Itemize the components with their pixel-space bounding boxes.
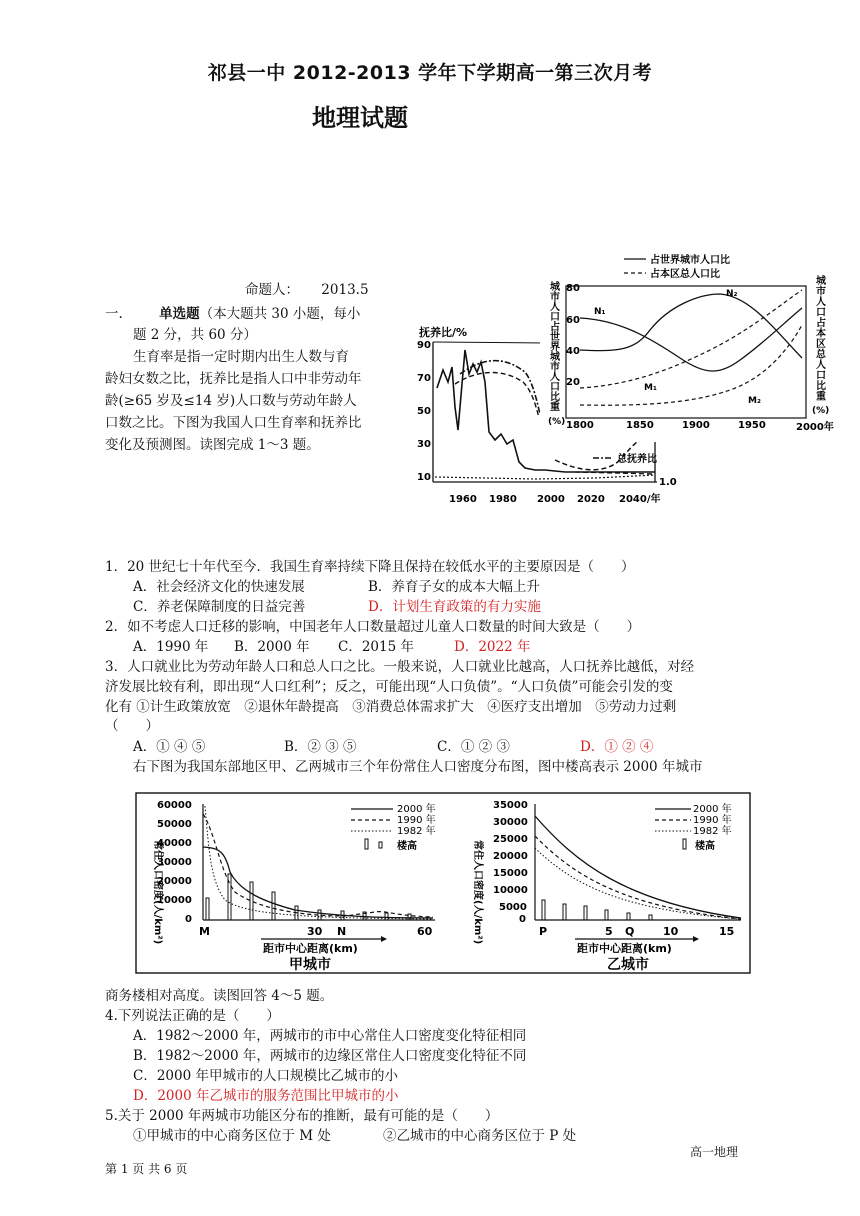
axis-label-char: 口 [550,312,560,323]
m2-label: M₂ [748,396,761,406]
yi-ytick: 25000 [493,834,528,845]
axis-label-char: 市 [816,286,826,298]
axis-label-char: 人 [550,302,560,313]
axis-label-char: 口 [816,307,826,319]
yi-ytick: 15000 [493,868,528,879]
jia-ytick: 10000 [157,895,192,906]
fig-right-ytick: 80 [566,283,580,294]
q5-choice-1: ①甲城市的中心商务区位于 M 处 [133,1128,331,1144]
right-axis-label [816,274,827,403]
axis-label-char: 口 [550,382,560,393]
section-number: 一. [105,306,123,322]
fig-left-xtick: 1980 [489,494,517,505]
jia-legend-1982: 1982 年 [397,826,436,837]
axis-label-char: 重 [816,391,826,403]
q3-line-1: 3．人口就业比为劳动年龄人口和总人口之比。一般来说，人口就业比越高，人口抚养比越低，对经 [105,659,695,675]
axis-label-char: 占 [550,322,560,333]
section-desc-2: 题 2 分，共 60 分） [133,327,257,343]
q1-option-d: D．计划生育政策的有力实施 [368,599,541,615]
yi-legend-1982: 1982 年 [693,826,732,837]
fig-right-xtick: 2000年 [796,422,834,433]
section-header [105,302,360,322]
axis-label-char: 人 [550,372,560,383]
yi-ytick: 5000 [499,902,527,913]
fig-right-legend1: 占世界城市人口比 [650,255,730,266]
axis-label-char: 区 [816,339,826,350]
intro-line-1: 生育率是指一定时期内出生人数与育 [133,349,349,365]
axis-label-char: 人 [816,297,826,308]
axis-label-char: 市 [550,362,560,373]
fig-left-xtick: 2020 [577,494,605,505]
axis-label-char: 城 [550,282,560,293]
axis-label-char: 重 [550,402,560,413]
q1-option-a: A．社会经济文化的快速发展 [133,579,305,595]
fig-right-ytick: 20 [566,377,580,388]
fig-right-legend2: 占本区总人口比 [650,269,720,280]
fig-left-ytick: 50 [417,406,431,417]
q5-stem: 5.关于 2000 年两城市功能区分布的推断，最有可能的是（ ） [105,1108,499,1124]
fig-right-ytick: 60 [566,315,580,326]
jia-legend-1990: 1990 年 [397,815,436,826]
fig-left-ytick: 10 [417,472,431,483]
left-axis-unit: (%) [548,417,566,427]
jia-ylabel: 常住人口密度(人/km²) [152,840,163,945]
fig-right-xtick: 1900 [682,420,710,431]
fig-right-xtick: 1850 [626,420,654,431]
q3-option-a: A．① ④ ⑤ [133,739,206,755]
yi-xtick-p: P [539,925,548,938]
jia-legend-building: 楼高 [397,841,417,852]
q1-option-b: B．养育子女的成本大幅上升 [368,579,540,595]
yi-xtick-q: Q [625,925,635,938]
axis-label-char: 占 [816,318,826,329]
axis-label-char: 本 [816,328,826,340]
jia-legend-2000: 2000 年 [397,804,436,815]
author-date: 2013.5 [321,282,369,298]
author-label: 命题人： [245,282,299,298]
q3-option-d: D．① ② ④ [580,739,654,755]
jia-ytick: 30000 [157,857,192,868]
intro2-line-1: 右下图为我国东部地区甲、乙两城市三个年份常住人口密度分布图，图中楼高表示 2000 年城市 [133,759,703,775]
yi-xlabel: 距市中心距离(km) [577,942,672,955]
intro-line-5: 变化及预测图。读图完成 1～3 题。 [105,437,320,453]
fig-left-ytick: 30 [417,439,431,450]
fig-right-frame [566,286,806,418]
yi-ylabel: 常住人口密度(人/km²) [472,840,483,945]
jia-xtick: 60 [417,925,433,938]
footer-page: 第 1 页 共 6 页 [105,1162,188,1176]
intro-line-2: 龄妇女数之比，抚养比是指人口中非劳动年 [105,371,362,387]
yi-legend-building: 楼高 [695,841,715,852]
q4-option-b: B．1982～2000 年，两城市的边缘区常住人口密度变化特征不同 [133,1048,527,1064]
axis-label-char: 比 [550,392,560,403]
fig-right-xtick: 1950 [738,420,766,431]
q1-stem: 1．20 世纪七十年代至今．我国生育率持续下降且保持在较低水平的主要原因是（ ） [105,559,635,575]
intro-line-3: 龄(≥65 岁及≤14 岁)人口数与劳动年龄人 [105,393,357,409]
yi-name: 乙城市 [607,957,649,973]
jia-ytick: 20000 [157,876,192,887]
q3-line-2: 济发展比较有利，即出现“人口红利”；反之，可能出现“人口负债”。“人口负债”可能会引发的变 [105,679,673,695]
bottom-dotted-line [435,475,655,479]
q2-option-d: D．2022 年 [454,639,531,655]
jia-xtick-m: M [199,925,210,938]
m1-label: M₁ [644,383,657,393]
jia-xtick: 30 [307,925,323,938]
yi-ytick: 0 [519,914,526,925]
yi-legend-2000: 2000 年 [693,804,732,815]
axis-label-char: 人 [816,360,826,371]
q2-option-c: C．2015 年 [338,639,414,655]
jia-ytick: 0 [185,914,192,925]
yi-ytick: 20000 [493,851,528,862]
yi-xtick: 15 [719,925,735,938]
dependency-dashed-line [455,373,539,419]
city-density-figure [135,792,751,974]
author-line [245,278,369,298]
jia-xtick-n: N [337,925,347,938]
axis-label-char: 总 [816,349,826,361]
fig-left-ytick: 90 [417,340,431,351]
urban-population-figure [540,250,840,436]
right-axis-unit: (%) [812,406,830,416]
axis-label-char: 市 [550,292,560,303]
q4-option-d: D．2000 年乙城市的服务范围比甲城市的小 [133,1088,399,1104]
q4-stem: 4.下列说法正确的是（ ） [105,1008,280,1024]
left-axis-label [550,280,561,413]
yi-ytick: 30000 [493,817,528,828]
q3-option-c: C．① ② ③ [437,739,510,755]
fig-left-xtick: 2040/年 [619,494,661,505]
n1-curve [580,308,802,371]
fig-left-ylabel: 抚养比/% [419,326,468,339]
exam-subtitle: 地理试题 [312,104,408,132]
n1-label: N₁ [594,307,606,317]
yi-ytick: 35000 [493,800,528,811]
exam-title: 祁县一中 2012-2013 学年下学期高一第三次月考 [207,62,653,84]
section-desc: （本大题共 30 小题，每小 [199,306,361,322]
n2-curve [580,294,802,358]
axis-label-char: 口 [816,370,826,382]
q3-option-b: B．② ③ ⑤ [284,739,357,755]
jia-xlabel: 距市中心距离(km) [263,942,358,955]
fig-left-right-tick: 1.0 [659,477,677,488]
yi-xtick: 10 [663,925,679,938]
axis-label-char: 城 [550,352,560,363]
yi-ytick: 10000 [493,885,528,896]
fig-right-xtick: 1800 [566,420,594,431]
fig-left-xtick: 1960 [449,494,477,505]
fig-right-ytick: 40 [566,346,580,357]
n2-label: N₂ [726,289,738,299]
intro-line-4: 口数之比。下图为我国人口生育率和抚养比 [105,415,362,431]
yi-xtick: 5 [605,925,613,938]
section-name: 单选题 [159,306,200,322]
q2-option-b: B．2000 年 [234,639,310,655]
q4-option-c: C．2000 年甲城市的人口规模比乙城市的小 [133,1068,398,1084]
jia-ytick: 40000 [157,838,192,849]
q2-option-a: A．1990 年 [133,639,209,655]
q1-option-c: C．养老保障制度的日益完善 [133,599,306,615]
q2-stem: 2．如不考虑人口迁移的影响，中国老年人口数量超过儿童人口数量的时间大致是（ ） [105,619,641,635]
q3-line-3: 化有 ①计生政策放宽 ②退休年龄提高 ③消费总体需求扩大 ④医疗支出增加 ⑤劳动力过剩 [105,699,677,715]
yi-legend-1990: 1990 年 [693,815,732,826]
axis-label-char: 界 [550,342,560,353]
intro2-line-2: 商务楼相对高度。读图回答 4～5 题。 [105,988,334,1004]
q5-choice-2: ②乙城市的中心商务区位于 P 处 [383,1128,577,1144]
footer-course: 高一地理 [690,1145,739,1159]
q3-line-4: （ ） [105,718,159,734]
jia-name: 甲城市 [289,957,331,973]
axis-label-char: 世 [550,332,560,343]
jia-ytick: 50000 [157,819,192,830]
axis-label-char: 城 [816,276,826,287]
fig-left-xtick: 2000 [537,494,565,505]
q4-option-a: A．1982～2000 年，两城市的市中心常住人口密度变化特征相同 [133,1028,527,1044]
jia-ytick: 60000 [157,800,192,811]
fig-left-ytick: 70 [417,373,431,384]
axis-label-char: 比 [816,381,826,392]
fig-left-legend: 总抚养比 [617,454,657,465]
m1-curve [580,290,802,388]
